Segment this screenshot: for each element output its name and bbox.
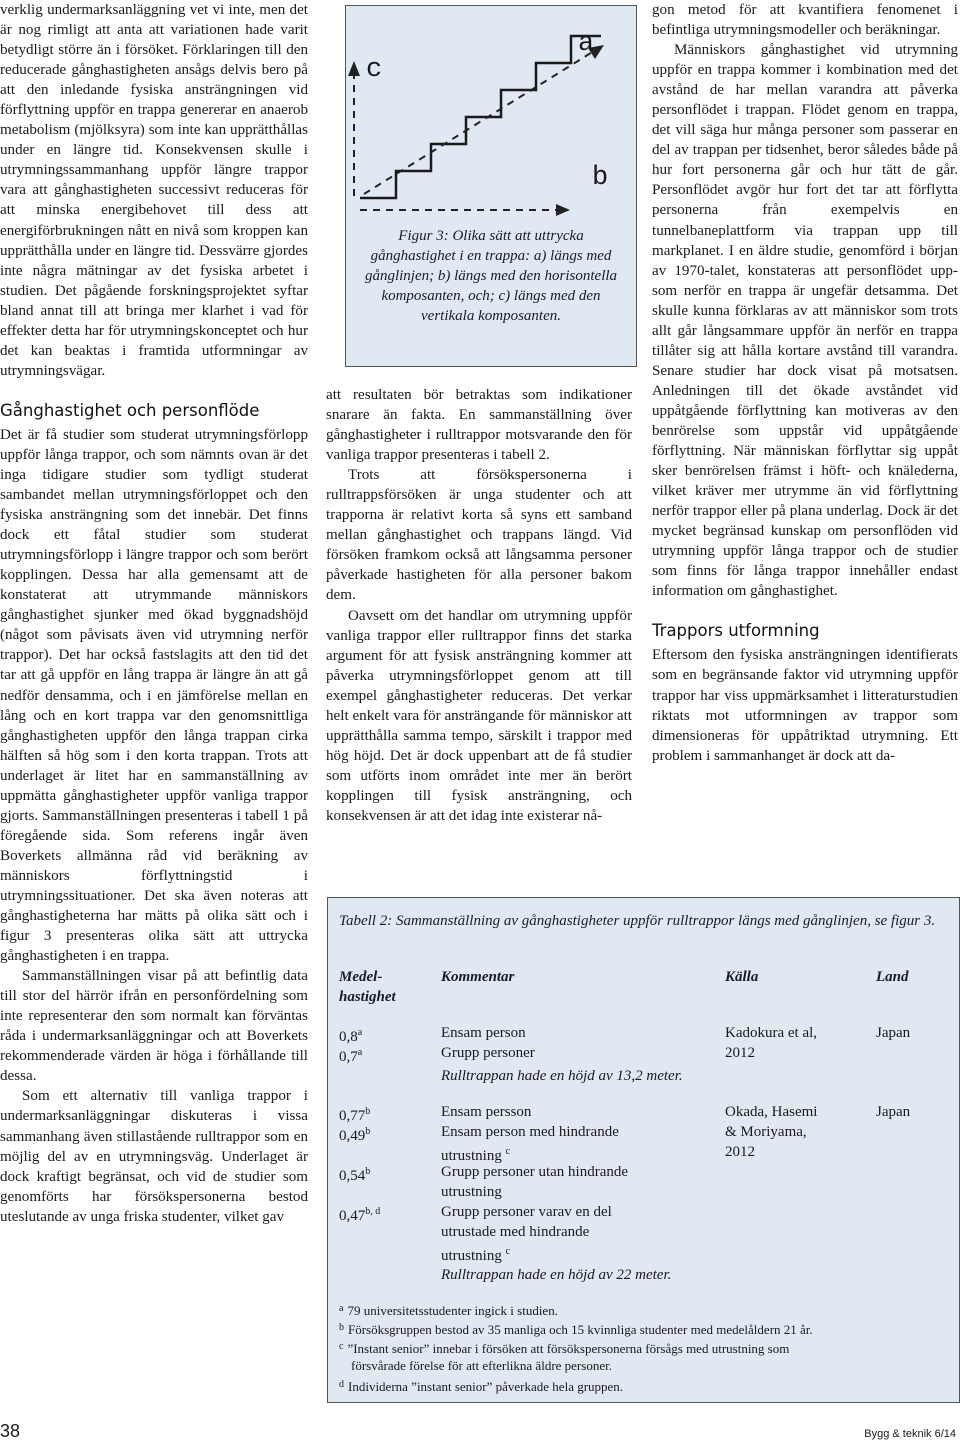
body-paragraph: verklig undermarksanläggning vet vi inte, men det är nog rimligt att anta att variationen hade varit betydligt större än i försöket. Förklaringen till den reducerade gånghastigheten ansågs delvis bero på att den inledande fysiska ansträngningen vid förflyttning uppför en trappa genererar en anaerob metabolism (mjölksyra) som inte kan upprätthållas under en längre tid. Konsekvensen skulle i utrymningssammanhang uppför längre trappor vara att gånghastigheten successivt reduceras för att minska energibehovet till dess att energiförbrukningen nått en nivå som kroppen kan upprätthålla under en längre tid. Dessvärre gjordes inte några mätningar av det fysiska arbetet i studien. Det pågående forskningsprojektet syftar bland annat till att bringa mer klarhet i vad för effekter detta har för utrymningskonceptet och hur det kan beaktas i framtida utformningar av utrymningsvägar. <box>0 2 308 379</box>
figure-caption: Figur 3: Olika sätt att uttrycka gånghastighet i en trappa: a) längs med gånglinjen; b) längs med den horisontella komposanten, och; c) längs med den vertikala komposanten. <box>364 228 618 324</box>
header-kalla: Källa <box>725 969 759 985</box>
comment-cell: utrustning $^c$ <box>441 1246 511 1264</box>
table-note: Rulltrappan hade en höjd av 22 meter. <box>441 1267 672 1283</box>
column-right <box>652 0 958 766</box>
body-paragraph: Det är få studier som studerat utrymningsförlopp uppför långa trappor, och som nämnts ovan är det inga tidigare studier som tydligt studerat sambandet mellan utrymningsförloppet och den fysiska ansträngning som det innebär. Det finns dock ett fåtal studier som studerat utrymningsförlopp i längre trappor och som berört kopplingen. Dessa har alla gemensamt att de konstaterat att utrymmande människors gånghastighet sjunker med ökad byggnadshöjd (något som påvisats även vid utrymning nerför trappor). Det har också fastslagits att den tid det tar att gå uppför en lång trappa är längre än att gå nedför densamma, och i en jämförelse mellan en lång och en kort trappa var den genomsnittliga gånghastigheten uppför den långa trappan cirka hälften så hög som i den korta trappan. Trots att underlaget är litet har en sammanställning av uppmätta gånghastigheter uppför vanliga trappor gjorts. Sammanställningen presenteras i tabell 1 på föregående sida. Som referens ingår även Boverkets allmänna råd vid beräkning av människors förflyttningstid i utrymningssituationer. Det ska även noteras att gånghastigheterna har mätts på olika sätt och i figur 3 presenteras olika sätt att uttrycka gånghastigheten i en trappa. <box>0 426 308 965</box>
journal-name: Bygg & teknik 6/14 <box>864 1428 956 1440</box>
body-paragraph: Oavsett om det handlar om utrymning uppför vanliga trappor eller rulltrappor finns det starka argument för att fysisk ansträngning kommer att påverka utrymningsförloppet genom att till exempel gånghastigheter reduceras. Det verkar helt enkelt vara för ansträngande för människor att upprätthålla samma tempo, särskilt i trappor med hög höjd. Det är dock uppenbart att de få studier som utförts inom området inte mer än berört kopplingen till fysisk ansträngning, och konsekvensen är att det idag inte existerar nå- <box>326 607 632 824</box>
footnote: $^a$ 79 universitetsstudenter ingick i studien. <box>339 1303 558 1318</box>
comment-cell: utrustade med hindrande <box>441 1224 590 1240</box>
horizontal-arrow-head <box>556 204 570 216</box>
footnote: $^b$ Försöksgruppen bestod av 35 manliga och 15 kvinnliga studenter med medelåldern 21 år. <box>339 1322 813 1337</box>
source-cell: Okada, Hasemi <box>725 1104 818 1120</box>
column-middle <box>326 385 632 826</box>
comment-cell: Ensam persson <box>441 1104 532 1120</box>
body-paragraph: gon metod för att kvantifiera fenomenet i befintliga utrymningsmodeller och beräkningar. <box>652 2 958 39</box>
section-heading-ganghastighet: Gånghastighet och personflöde <box>0 400 260 420</box>
speed-cell: 0,77$^b$ <box>339 1106 371 1124</box>
gangline-component-line <box>364 51 594 194</box>
comment-cell: Grupp personer varav en del <box>441 1204 612 1220</box>
comment-cell: utrustning $^c$ <box>441 1146 511 1164</box>
body-paragraph: Trots att försökspersonerna i rulltrappsförsöken är unga studenter och att trapporna är relativt korta så syns ett samband mellan gånghastighet och trappans längd. Vid försöken framkom också att långsamma personer påverkade hastigheten för alla personer bakom dem. <box>326 467 632 604</box>
source-cell: Kadokura et al, <box>725 1025 818 1041</box>
column-left <box>0 0 308 1227</box>
body-paragraph: Sammanställningen visar på att befintlig data till stor del härrör ifrån en personfördelning som inte representerar den som normalt kan förväntas råda i undermarksanläggningar och att Boverkets rekommenderade värden är höga i förhållande till dessa. <box>0 968 308 1085</box>
comment-cell: Grupp personer <box>441 1045 535 1061</box>
body-paragraph: Människors gånghastighet vid utrymning uppför en trappa kommer i kombination med det avstånd de har mellan varandra att påverka personflödet i trappan. Flödet genom en trappa, det vill säga hur många personer som passerar en del av trappan per tidsenhet, beror således både på hur fort personerna går och hur tätt de går. Personflödet avgör hur fort det tar att förflytta personerna från exempelvis en tunnelbaneplattform via trappan upp till markplanet. I en äldre studie, genomförd i början av 1970-talet, konstateras att personflödet upp- som nerför en trappa är ungefär detsamma. Det skulle kunna förklaras av att människor som trots allt går långsammare uppför än nerför en trappa tillåter sig att hålla kortare avstånd till varandra. Senare studier har dock visat på motsatsen. Anledningen till det ökade avståndet vid uppåtgående förflyttning kan motiveras av den benrörelse som uppstår vid uppåtgående förflyttning. När människan förflyttar sig uppåt sker benrörelsen främst i höft- och knälederna, vilket kräver mer utrymme än vid förflyttning nerför trappor eller på plana underlag. Dock är det mycket begränsad kunskap om personflöden vid utrymning uppför långa trappor och de studier som finns för långa trappor innehåller endast information om gånghastighet. <box>652 42 958 600</box>
label-c: c <box>366 55 383 85</box>
label-a: a <box>578 29 595 59</box>
header-land: Land <box>876 969 909 985</box>
label-b: b <box>592 163 609 193</box>
header-kommentar: Kommentar <box>441 969 515 985</box>
footnote: $^c$ ”Instant senior” innebar i försöken att försökspersonerna försågs med utrustning som <box>339 1341 790 1356</box>
source-cell: 2012 <box>725 1045 755 1061</box>
source-cell: 2012 <box>725 1144 755 1160</box>
page-number: 38 <box>0 1421 21 1441</box>
comment-cell: Ensam person <box>441 1025 526 1041</box>
source-cell: & Moriyama, <box>725 1124 807 1140</box>
vertical-arrow-head <box>348 61 360 76</box>
body-paragraph: Eftersom den fysiska ansträngningen identifierats som en begränsande faktor vid utrymning uppför trappor har viss uppmärksamhet i litteraturstudien riktats mot utformningen av trappor som dimensioneras för uppåtriktad utrymning. Ett problem i sammanhanget är dock att da- <box>652 647 958 764</box>
table-2 <box>327 897 960 1403</box>
section-heading-trappors-utformning: Trappors utformning <box>652 621 820 641</box>
speed-cell: 0,47$^{b, d}$ <box>339 1206 381 1224</box>
speed-cell: 0,54$^b$ <box>339 1166 371 1184</box>
footnote: försvårade förelse för att efterlikna äldre personer. <box>351 1358 612 1373</box>
table-note: Rulltrappan hade en höjd av 13,2 meter. <box>441 1068 683 1084</box>
footnote: $^d$ Individerna ”instant senior” påverkade hela gruppen. <box>339 1379 624 1394</box>
land-cell: Japan <box>876 1104 911 1120</box>
figure-3 <box>345 5 637 367</box>
speed-cell: 0,8$^a$ <box>339 1027 363 1045</box>
speed-cell: 0,7$^a$ <box>339 1047 363 1065</box>
comment-cell: utrustning <box>441 1184 502 1200</box>
speed-cell: 0,49$^b$ <box>339 1126 371 1144</box>
body-paragraph: Som ett alternativ till vanliga trappor i undermarksanläggningar diskuteras i vissa sammanhang även stillastående rulltrappor som en möjlig del av en utrymningsväg. Underlaget är dock kraftigt begränsat, och vid de studier som genomförts har försökspersonerna bestod uteslutande av unga friska studenter, vilket gav <box>0 1088 308 1225</box>
comment-cell: Ensam person med hindrande <box>441 1124 619 1140</box>
land-cell: Japan <box>876 1025 911 1041</box>
comment-cell: Grupp personer utan hindrande <box>441 1164 629 1180</box>
stair-steps <box>360 36 601 198</box>
table-caption: Tabell 2: Sammanställning av gånghastigheter uppför rulltrappor längs med gånglinjen, se figur 3. <box>339 913 936 929</box>
header-medelhastighet: Medel- hastighet <box>339 969 396 1005</box>
body-paragraph: att resultaten bör betraktas som indikationer snarare än fakta. En sammanställning över gånghastigheter i rulltrappor motsvarande den för vanliga trappor presenteras i tabell 2. <box>326 387 632 464</box>
